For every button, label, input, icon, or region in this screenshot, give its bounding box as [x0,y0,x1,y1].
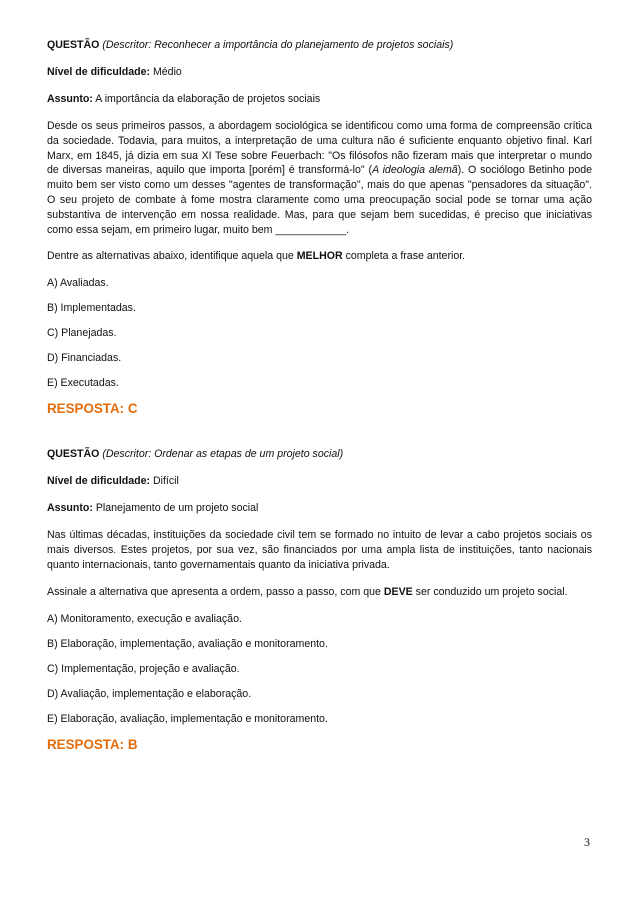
subject-line [47,92,592,107]
difficulty-line [47,65,592,80]
question-prompt [47,585,592,600]
prompt-part-1: Assinale a alternativa que apresenta a ordem, passo a passo, com que [47,585,384,598]
document-page [47,38,592,753]
subject-value: A importância da elaboração de projetos sociais [95,93,321,105]
question-text-part-2: ). O sociólogo Betinho pode muito bem ser visto como um desses "agentes de transformação", mais do que apenas "pensadores da situação". O seu projeto de combate à fome mostra claramente como uma preocupação social pode se tornar uma ação substantiva de intervenção em nossa realidade. Mas, para que sejam bem sucedidas, é preciso que iniciativas como essa sejam, em primeiro lugar, muito bem ____________. [47,164,593,236]
option-d: D) Financiadas. [47,352,122,365]
question-1 [47,38,592,417]
question-text-part-1: Desde os seus primeiros passos, a abordagem sociológica se identificou como uma forma de compreensão crítica da sociedade. Todavia, para muitos, a interpretação de uma cultura não é suficiente enquanto objetivo final. Karl Marx, em 1845, já dizia em sua XI Tese sobre Feuerbach: "Os filósofos não fizeram mais que interpretar o mundo de diversas maneiras, aquilo que importa [porém] é transformá-lo" ( [47,120,592,177]
difficulty-value: Médio [152,66,182,78]
prompt-part-2: ser conduzido um projeto social. [412,585,568,598]
question-label: QUESTÃO [47,448,100,461]
prompt-part-1: Dentre as alternativas abaixo, identifique aquela que [47,250,297,263]
prompt-part-2: completa a frase anterior. [342,250,466,263]
question-header [47,38,592,53]
option-c: C) Planejadas. [47,327,117,340]
question-header [47,447,592,462]
option-b: B) Implementadas. [47,302,136,315]
difficulty-label: Nível de dificuldade: [47,66,151,78]
difficulty-value: Difícil [152,475,179,488]
subject-label: Assunto: [47,93,93,105]
option-d: D) Avaliação, implementação e elaboração. [47,687,252,700]
prompt-emphasis: MELHOR [296,250,343,263]
page-number: 3 [584,835,590,849]
option-a: A) Monitoramento, execução e avaliação. [47,612,242,625]
question-text: Nas últimas décadas, instituições da sociedade civil tem se formado no intuito de levar a cabo projetos sociais os mais diversos. Estes projetos, por sua vez, são financiados por uma ampla lista de instituições, tanto nacionais quanto internacionais, tanto governamentais quanto da iniciativa privada. [47,529,592,571]
book-title: A ideologia alemã [372,164,458,177]
option-e: E) Elaboração, avaliação, implementação e monitoramento. [47,712,328,725]
question-descriptor: (Descritor: Ordenar as etapas de um projeto social) [102,448,344,461]
difficulty-label: Nível de dificuldade: [47,475,151,488]
spacer [47,417,592,441]
subject-line [47,501,592,516]
question-text [47,119,592,237]
subject-value: Planejamento de um projeto social [95,502,259,515]
option-c: C) Implementação, projeção e avaliação. [47,662,240,675]
difficulty-line [47,474,592,489]
option-a: A) Avaliadas. [47,277,109,290]
answer-label: RESPOSTA: B [47,736,138,752]
subject-label: Assunto: [47,502,93,515]
question-2 [47,447,592,752]
prompt-emphasis: DEVE [383,585,413,598]
question-descriptor: (Descritor: Reconhecer a importância do planejamento de projetos sociais) [102,39,454,51]
question-label: QUESTÃO [47,39,100,51]
answer-label: RESPOSTA: C [47,401,138,417]
option-b: B) Elaboração, implementação, avaliação e monitoramento. [47,637,328,650]
question-prompt [47,249,592,264]
option-e: E) Executadas. [47,377,119,390]
